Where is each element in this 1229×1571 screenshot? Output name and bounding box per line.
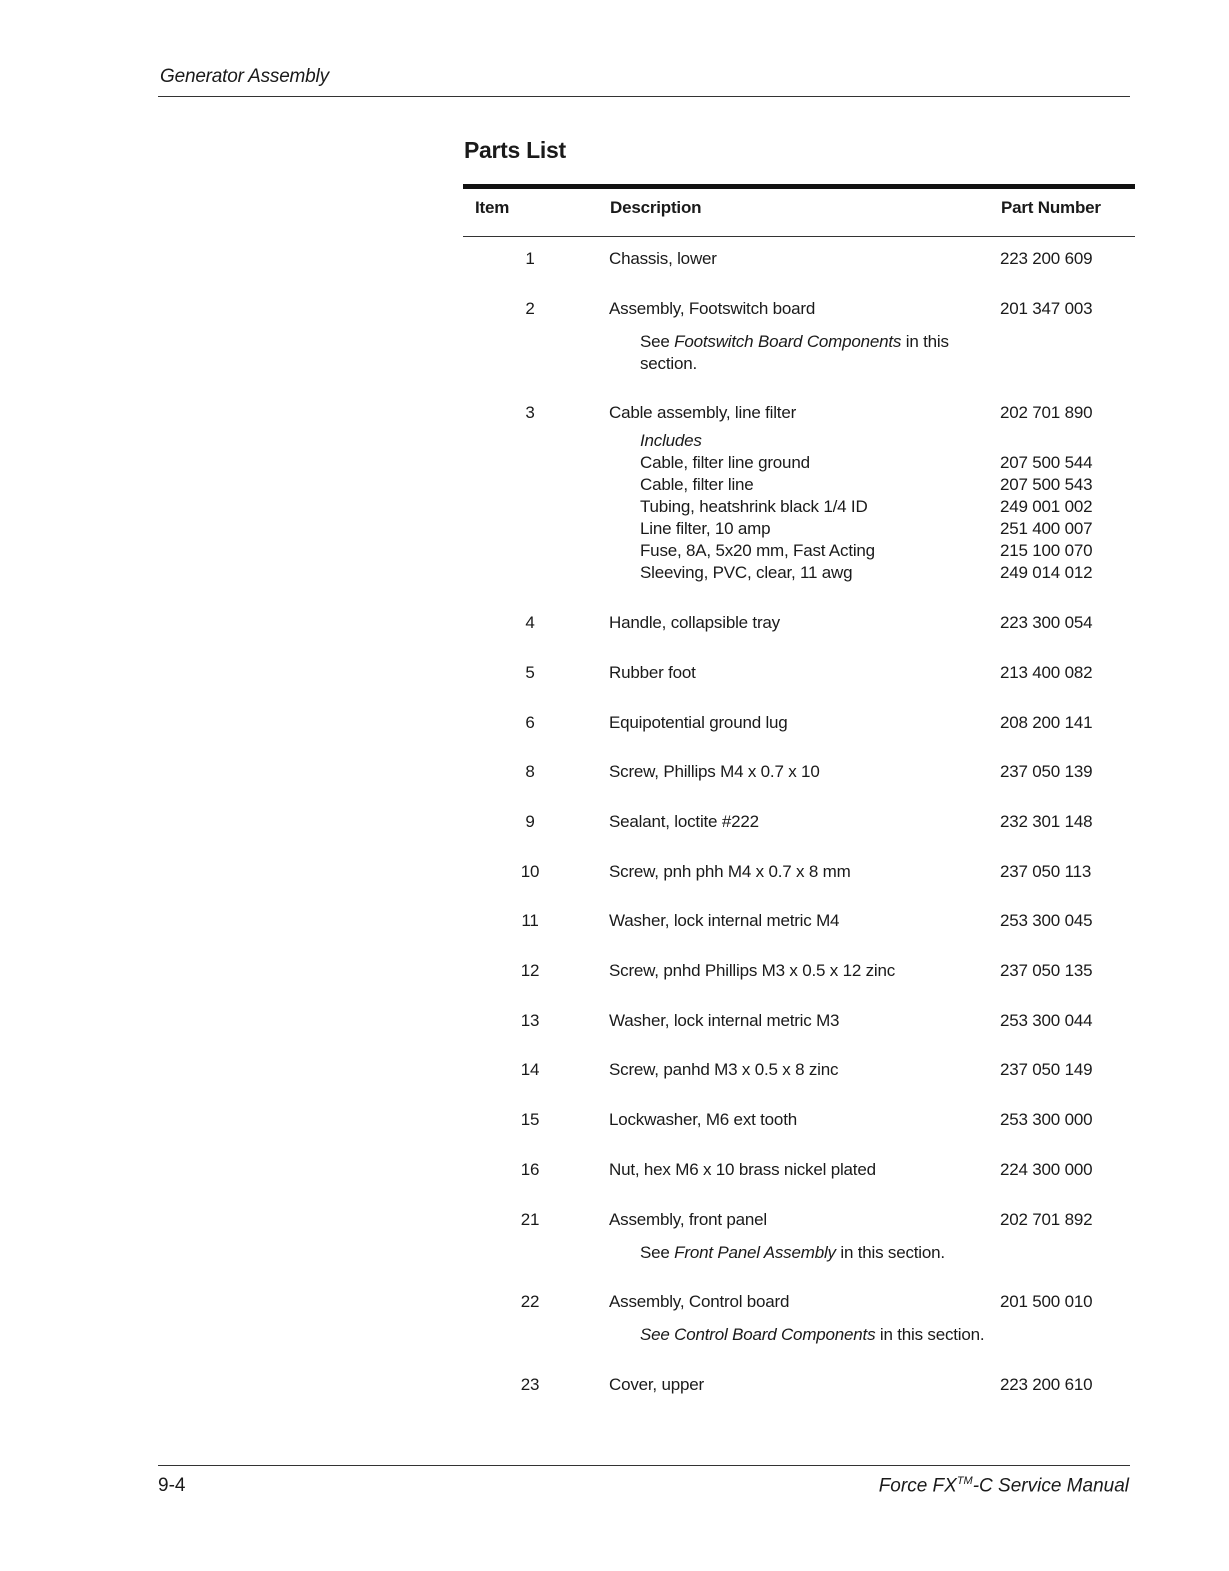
part-number: 232 301 148 — [1000, 811, 1093, 831]
part-description: Nut, hex M6 x 10 brass nickel plated — [609, 1159, 876, 1179]
part-number: 213 400 082 — [1000, 662, 1093, 682]
header-rule — [158, 96, 1130, 97]
footer-rule — [158, 1465, 1130, 1466]
item-number: 13 — [520, 1010, 540, 1030]
part-number: 237 050 135 — [1000, 961, 1093, 980]
part-description: Assembly, Control board — [609, 1292, 790, 1312]
part-note-continued: section. — [640, 353, 697, 373]
included-part-number: 207 500 544 — [1000, 453, 1093, 473]
part-description: Equipotential ground lug — [609, 712, 788, 732]
part-number: 223 200 610 — [1000, 1374, 1093, 1394]
included-part-description: Line filter, 10 amp — [640, 519, 771, 539]
part-description: Cable assembly, line filter — [609, 403, 797, 423]
item-number: 4 — [525, 613, 535, 633]
note-reference: See Control Board Components — [640, 1325, 876, 1345]
note-text: in this — [901, 331, 949, 351]
item-number: 16 — [520, 1159, 540, 1179]
item-number: 5 — [525, 662, 535, 682]
item-number: 23 — [520, 1374, 540, 1394]
item-number: 21 — [520, 1209, 540, 1229]
part-note — [640, 331, 949, 353]
includes-label: Includes — [640, 431, 702, 451]
footer-manual-title — [879, 1475, 1129, 1497]
note-text: See — [640, 331, 675, 351]
part-number: 237 050 113 — [1000, 861, 1092, 881]
part-description: Screw, Phillips M4 x 0.7 x 10 — [609, 762, 820, 782]
part-number: 201 500 010 — [1000, 1292, 1093, 1312]
part-description: Assembly, Footswitch board — [609, 298, 816, 318]
footer-manual-post: -C Service Manual — [972, 1475, 1129, 1497]
item-number: 9 — [525, 811, 535, 831]
table-header-rule — [463, 236, 1135, 237]
part-number: 237 050 139 — [1000, 762, 1093, 782]
part-number: 224 300 000 — [1000, 1159, 1093, 1179]
item-number: 14 — [520, 1060, 540, 1080]
included-part-number: 249 001 002 — [1000, 497, 1093, 517]
item-number: 15 — [520, 1110, 540, 1130]
included-part-description: Tubing, heatshrink black 1/4 ID — [640, 497, 868, 517]
part-description: Washer, lock internal metric M4 — [609, 911, 840, 931]
item-number: 1 — [525, 249, 535, 268]
item-number: 22 — [520, 1292, 540, 1312]
footer-manual-pre: Force FX — [878, 1475, 957, 1497]
footer-trademark: TM — [956, 1475, 973, 1487]
included-part-description: Cable, filter line — [640, 475, 754, 495]
part-description: Rubber foot — [609, 662, 696, 682]
part-number: 237 050 149 — [1000, 1060, 1093, 1080]
part-description: Washer, lock internal metric M3 — [609, 1010, 840, 1030]
note-reference: Footswitch Board Components — [674, 331, 902, 351]
included-part-description: Fuse, 8A, 5x20 mm, Fast Acting — [640, 541, 875, 561]
note-text: See — [640, 1242, 675, 1262]
item-number: 11 — [521, 911, 539, 931]
part-description: Chassis, lower — [609, 249, 717, 268]
included-part-description: Sleeving, PVC, clear, 11 awg — [640, 563, 853, 583]
item-number: 3 — [525, 403, 535, 423]
part-description: Cover, upper — [609, 1374, 704, 1394]
included-part-number: 215 100 070 — [1000, 541, 1093, 561]
part-description: Handle, collapsible tray — [609, 613, 780, 633]
part-number: 223 300 054 — [1000, 613, 1093, 633]
part-description: Sealant, loctite #222 — [609, 811, 759, 831]
part-number: 253 300 045 — [1000, 911, 1093, 931]
part-description: Screw, panhd M3 x 0.5 x 8 zinc — [609, 1060, 839, 1080]
part-number: 223 200 609 — [1000, 249, 1093, 268]
section-title: Parts List — [464, 137, 566, 163]
column-header-part-number: Part Number — [1001, 198, 1101, 217]
part-note — [640, 1324, 984, 1346]
part-number: 202 701 892 — [1000, 1209, 1093, 1229]
item-number: 2 — [525, 298, 535, 318]
part-number: 253 300 000 — [1000, 1110, 1093, 1130]
note-reference: Front Panel Assembly — [674, 1242, 836, 1262]
included-part-description: Cable, filter line ground — [640, 453, 810, 473]
item-number: 6 — [525, 712, 535, 732]
part-description: Screw, pnhd Phillips M3 x 0.5 x 12 zinc — [609, 961, 896, 980]
part-number: 201 347 003 — [1000, 298, 1093, 318]
included-part-number: 249 014 012 — [1000, 563, 1093, 583]
table-top-rule — [463, 184, 1135, 189]
page-header-title: Generator Assembly — [160, 66, 329, 87]
part-note — [640, 1242, 945, 1264]
footer-page-number: 9-4 — [158, 1475, 186, 1496]
part-number: 202 701 890 — [1000, 403, 1093, 423]
item-number: 10 — [520, 861, 540, 881]
included-part-number: 207 500 543 — [1000, 475, 1093, 495]
part-description: Screw, pnh phh M4 x 0.7 x 8 mm — [609, 861, 851, 881]
note-text: in this section. — [835, 1242, 945, 1262]
part-description: Assembly, front panel — [609, 1209, 768, 1229]
item-number: 12 — [520, 961, 540, 980]
column-header-item: Item — [475, 198, 510, 217]
note-text: in this section. — [875, 1325, 985, 1345]
item-number: 8 — [525, 762, 535, 782]
part-number: 253 300 044 — [1000, 1010, 1093, 1030]
part-number: 208 200 141 — [1000, 712, 1093, 732]
included-part-number: 251 400 007 — [1000, 519, 1093, 539]
part-description: Lockwasher, M6 ext tooth — [609, 1110, 797, 1130]
column-header-description: Description — [610, 198, 702, 217]
